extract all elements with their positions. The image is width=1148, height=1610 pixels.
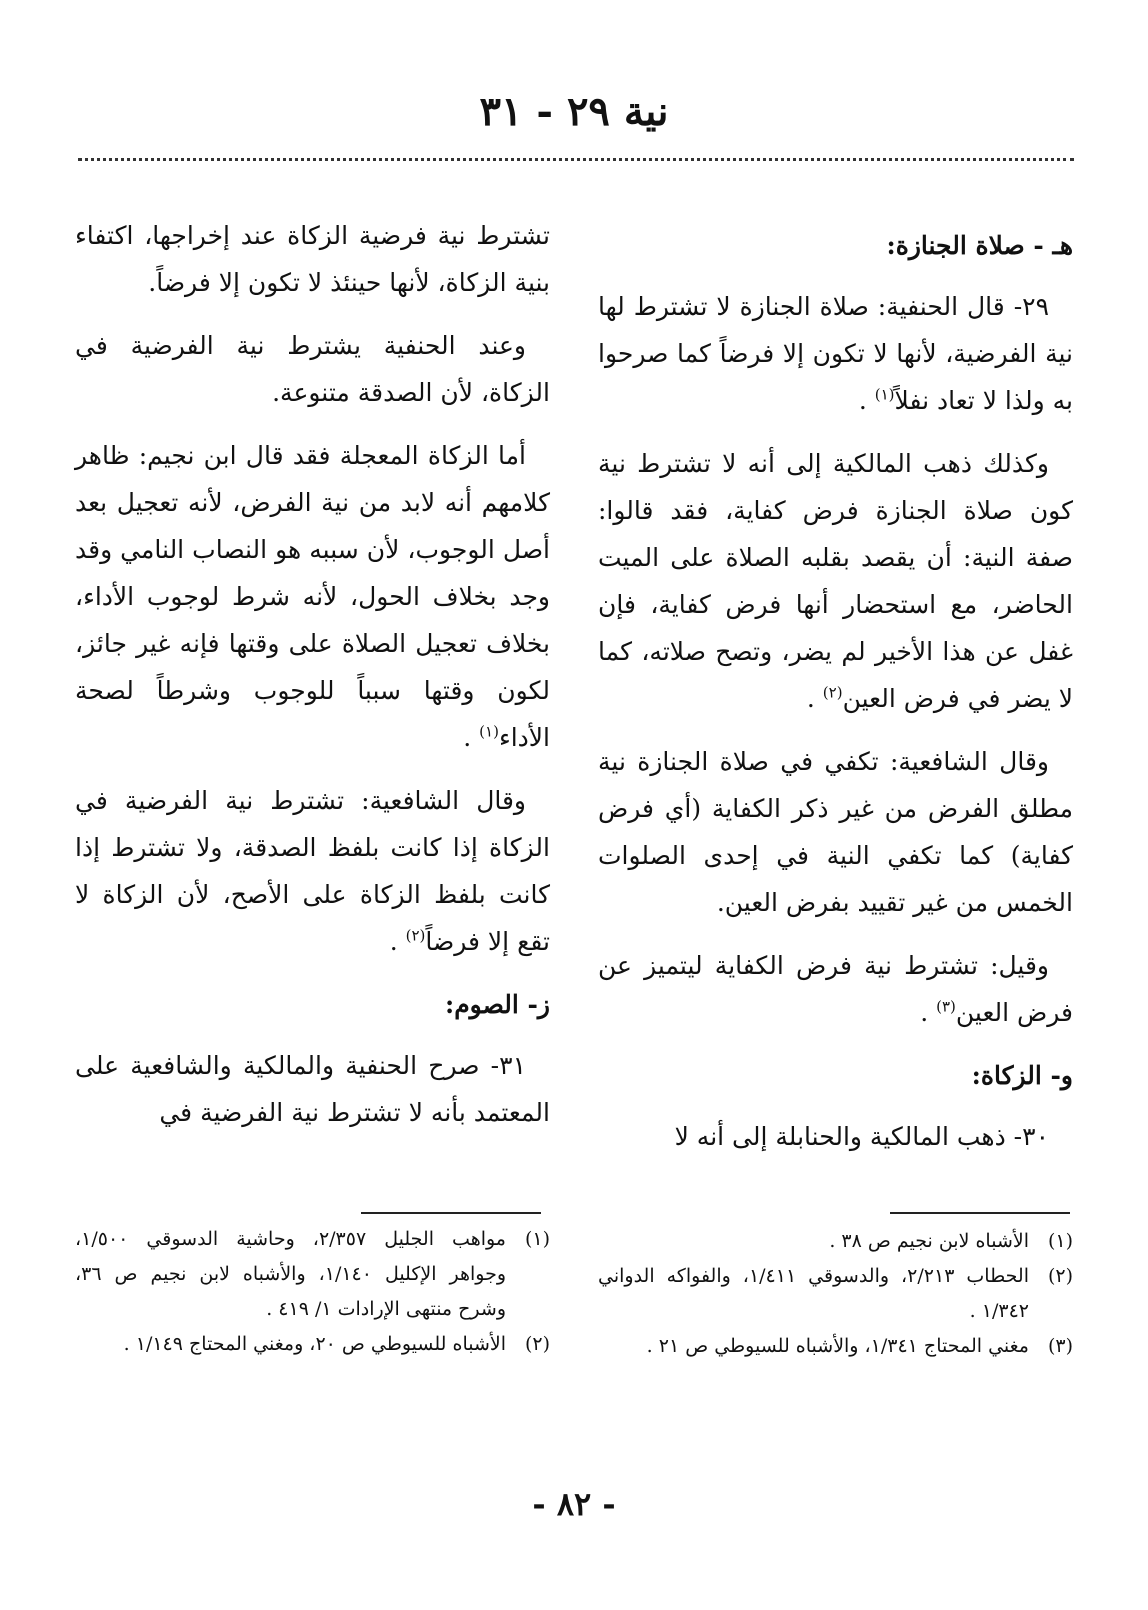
header-dotted-rule [78,158,1074,161]
page-header-title: نية ٢٩ - ٣١ [479,88,669,135]
section-heading-funeral-prayer: هـ - صلاة الجنازة: [886,231,1073,260]
paragraph: تشترط نية فرضية الزكاة عند إخراجها، اكتفاء بنية الزكاة، لأنها حينئذ لا تكون إلا فرضاً. [75,221,550,297]
footnote-number: (١) [1047,1230,1073,1252]
footnote [598,1224,1073,1259]
paragraph-end: . [806,684,823,713]
footnote-ref: (٢) [822,683,843,702]
paragraph-end: . [920,998,937,1027]
footnote-number: (١) [524,1228,550,1250]
paragraph-text: وقال الشافعية: تشترط نية الفرضية في الزكاة إذا كانت بلفظ الصدقة، ولا تشترط إذا كانت بلفظ الزكاة على الأصح، لأن الزكاة لا تقع إلا فرضاً [75,786,550,956]
footnote-text: الأشباه لابن نجيم ص ٣٨ . [829,1230,1029,1252]
footnote-separator-left [361,1212,541,1214]
paragraph [598,440,1073,722]
footnote-number: (٢) [524,1333,550,1355]
footnote [75,1222,550,1327]
section-heading-zakat: و- الزكاة: [971,1061,1073,1090]
footnote-ref: (٣) [936,997,956,1016]
footnote-text: الحطاب ٢/٢١٣، والدسوقي ١/٤١١، والفواكه الدواني ١/٣٤٢ . [598,1265,1029,1322]
section-heading-fasting: ز- الصوم: [444,990,550,1019]
footnote-text: الأشباه للسيوطي ص ٢٠، ومغني المحتاج ١/١٤٩ . [123,1333,506,1355]
paragraph-end: . [858,386,875,415]
footnote-ref: (٢) [405,926,426,945]
footnote [598,1259,1073,1329]
paragraph-text: وكذلك ذهب المالكية إلى أنه لا تشترط نية كون صلاة الجنازة فرض كفاية، فقد قالوا: صفة النية: أن يقصد بقلبه الصلاة على الميت الحاضر، مع استحضار أنها فرض كفاية، فإن غفل عن هذا الأخير لم يضر، وتصح صلاته، كما لا يضر في فرض العين [598,449,1073,713]
paragraph: ٣٠- ذهب المالكية والحنابلة إلى أنه لا [674,1122,1049,1151]
footnote-text: مغني المحتاج ١/٣٤١، والأشباه للسيوطي ص ٢١ . [646,1335,1029,1357]
paragraph: وقال الشافعية: تكفي في صلاة الجنازة نية مطلق الفرض من غير ذكر الكفاية (أي فرض كفاية) كما تكفي النية في إحدى الصلوات الخمس من غير تقييد بفرض العين. [598,747,1073,917]
paragraph: ٣١- صرح الحنفية والمالكية والشافعية على المعتمد بأنه لا تشترط نية الفرضية في [75,1051,550,1127]
paragraph-text: وقيل: تشترط نية فرض الكفاية ليتميز عن فرض العين [598,951,1073,1027]
right-column [598,212,1073,1176]
paragraph [598,283,1073,424]
paragraph-end: . [389,927,406,956]
paragraph [75,777,550,965]
footnote [75,1327,550,1362]
footnote-number: (٣) [1047,1335,1073,1357]
footnote-text: مواهب الجليل ٢/٣٥٧، وحاشية الدسوقي ١/٥٠٠، وجواهر الإكليل ١/١٤٠، والأشباه لابن نجيم ص ٣٦، وشرح منتهى الإرادات ١/ ٤١٩ . [75,1228,506,1320]
page-number: - ٨٢ - [532,1485,616,1523]
footnote-ref: (١) [874,385,895,404]
paragraph-text: أما الزكاة المعجلة فقد قال ابن نجيم: ظاهر كلامهم أنه لابد من نية الفرض، لأنه تعجيل بعد أصل الوجوب، لأن سببه هو النصاب النامي وقد وجد بخلاف الحول، لأنه شرط لوجوب الأداء، بخلاف تعجيل الصلاة على وقتها فإنه غير جائز، لكون وقتها سبباً للوجوب وشرطاً لصحة الأداء [75,441,550,752]
footnotes-right [598,1224,1073,1364]
footnote-separator-right [890,1212,1070,1214]
footnote-number: (٢) [1047,1265,1073,1287]
paragraph-end: . [463,723,480,752]
paragraph: وعند الحنفية يشترط نية الفرضية في الزكاة، لأن الصدقة متنوعة. [75,331,550,407]
paragraph [75,432,550,761]
footnotes-left [75,1222,550,1362]
paragraph [598,942,1073,1036]
paragraph-text: ٢٩- قال الحنفية: صلاة الجنازة لا تشترط لها نية الفرضية، لأنها لا تكون إلا فرضاً كما صرحوا به ولذا لا تعاد نفلاً [598,292,1073,415]
footnote-ref: (١) [479,722,499,741]
left-column [75,212,550,1152]
footnote [598,1329,1073,1364]
